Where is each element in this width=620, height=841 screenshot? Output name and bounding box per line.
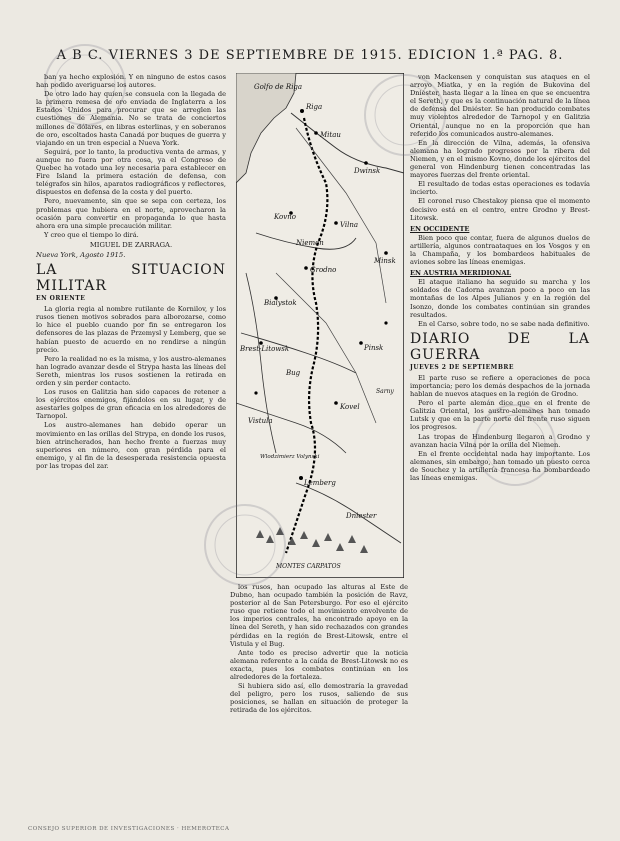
diary-date: JUEVES 2 DE SEPTIEMBRE <box>410 363 514 371</box>
map-label: Minsk <box>374 257 396 265</box>
page-footer: CONSEJO SUPERIOR DE INVESTIGACIONES · HEMEROTECA <box>28 826 230 832</box>
middle-column <box>230 583 408 716</box>
map-label: Bialystok <box>264 299 297 307</box>
map-label: Kovno <box>274 213 296 221</box>
paragraph: Ante todo es preciso advertir que la noticia alemana referente a la caída de Brest-Litowsk no es exacta, pues los combates continúan en los alrededores de la fortaleza. <box>230 648 408 682</box>
map-frame <box>236 73 404 578</box>
map-label: Kovel <box>340 403 360 411</box>
section-subtitle: EN ORIENTE <box>36 295 86 303</box>
paragraph: Si hubiera sido así, ello demostraría la gravedad del peligro, pero los rusos, saliendo de sus posiciones, se hallan en situación de proteger la retirada de los ejércitos. <box>230 682 408 715</box>
paragraph: De otro lado hay quien se consuela con la llegada de la primera remesa de oro enviada de Inglaterra a los Estados Unidos para procurar que se arreglen las cuestiones de Alemania. No se trata de conciertos millones de dólares, en libras esterlinas, y en soberanos de oro, escoltados hasta Canadá por buques de guerra y viajando en un tren especial a Nueva York. <box>36 90 226 147</box>
paragraph: En el frente occidental nada hay importante. Los alemanes, sin embargo, han tomado un puesto cerca de Souchez y la artillería francesa ha bombardeado las líneas enemigas. <box>410 449 590 483</box>
map-label: MONTES CARPATOS <box>276 563 341 570</box>
paragraph: Los rusos en Galitzia han sido capaces de retener a los ejércitos enemigos, fijándolos en su lugar, y de asestarles golpes de gran eficacia en los alrededores de Tarnopol. <box>36 388 226 421</box>
map-label: Riga <box>306 103 323 111</box>
left-column <box>36 73 226 471</box>
section-title: LA SITUACION MILITAR <box>36 262 226 295</box>
map-label: Dniester <box>346 512 377 520</box>
map-label: Vistula <box>248 417 273 425</box>
map-label: Dwinsk <box>354 167 381 175</box>
map-label: Brest-Litowsk <box>240 345 290 353</box>
paragraph: El resultado de todas estas operaciones es todavía incierto. <box>410 180 590 197</box>
section-heading: EN OCCIDENTE <box>410 224 470 233</box>
section-heading: EN AUSTRIA MERIDIONAL <box>410 269 512 278</box>
paragraph: Seguirá, por lo tanto, la productiva venta de armas, y aunque no fuera por otra cosa, ya el Congreso de Quebec ha votado una ley necesaria para establecer en Fire Island la primera estación de defensa, con telégrafos sin hilos, aparatos radiográficos y reflectores, dispuestos en defensa de la costa y del puerto. <box>36 147 226 197</box>
paragraph: En el Carso, sobre todo, no se sabe nada definitivo. <box>418 319 590 328</box>
paragraph: Pero la realidad no es la misma, y los austro-alemanes han logrado avanzar desde el Strypa hasta las líneas del Sereth, mientras los rusos sostienen la retirada en orden y sin perder contacto. <box>36 354 226 387</box>
paragraph: El coronel ruso Chestakoy piensa que el momento decisivo está en el centro, entre Grodno y Brest-Litowsk. <box>410 197 590 222</box>
paragraph: Pero, nuevamente, sin que se sepa con certeza, los problemas que hubiera en el norte, aprovecharon la ocasión para convertir en propaganda lo que hasta ahora era una simple precaución militar. <box>36 197 226 230</box>
war-map <box>236 73 404 578</box>
map-label: Grodno <box>310 266 337 274</box>
paragraph: Los austro-alemanes han debido operar un movimiento en las orillas del Strypa, en donde los rusos, bien atrincherados, han hecho frente a fuerzas muy superiores en número, con gran pérdida para el enemigo, y al fin de la desesperada resistencia opuesta por las tropas del zar. <box>36 421 226 470</box>
map-label: Niemen <box>296 239 324 247</box>
paragraph: los rusos, han ocupado las alturas al Este de Dubno, han ocupado también la posición de Ravz, posterior al de San Petersburgo. Por eso el ejército ruso que retiene todo el movimiento envolvente de los imperios centrales, ha encontrado apoyo en la línea del Sereth, y han sido rechazados con grandes pérdidas en la región de Brest-Litowsk, entre el Vistula y el Bug. <box>230 583 408 648</box>
map-label: Bug <box>286 369 301 377</box>
map-label: Lemberg <box>304 479 336 487</box>
paragraph: ban ya hecho explosión. Y en ninguno de estos casos han podido averiguarse los autores. <box>36 73 226 90</box>
place-date: Nueva York, Agosto 1915. <box>36 250 126 259</box>
paragraph: Y creo que el tiempo lo dirá. <box>44 230 139 239</box>
article-signature: MIGUEL DE ZARRAGA. <box>89 240 173 249</box>
paragraph: Pero el parte alemán dice que en el frente de Galitzia Oriental, los austro-alemanes han tomado Lutsk y que en la parte norte del frente ruso siguen los progresos. <box>410 399 590 432</box>
map-label: Golfo de Riga <box>254 83 303 91</box>
paragraph: Bien poco que contar, fuera de algunos duelos de artillería, algunos contraataques en los Vosgos y en la Champaña, y los bombardeos habituales de aviones sobre las líneas enemigas. <box>410 233 590 267</box>
map-label: Wlodzimierz Volynski <box>260 454 320 460</box>
map-label: Pinsk <box>364 344 384 352</box>
map-label: Sarny <box>376 388 394 395</box>
paragraph: La gloria regia al nombre rutilante de Kornilov, y los rusos tienen motivos sobrados para alborozarse, como lo hice el pueblo cuando por fin se entregaron los defensores de las plazas de Przemysl y Lemberg, que se habían puesto de acuerdo en no rendirse a ningún precio. <box>36 305 226 354</box>
diary-title: DIARIO DE LA GUERRA <box>410 330 590 363</box>
paragraph: von Mackensen y conquistan sus ataques en el arroyo Miatka, y en la región de Bukovina del Dniéster, hasta llegar a la línea en que se encuentra el Sereth, y que es la continuación natural de la línea de defensa del Dniéster. Se han producido combates muy violentos alrededor de Tarnopol y en Galitzia Oriental, aunque no en la proporción que han referido los comunicados austro-alemanes. <box>410 73 590 138</box>
map-svg <box>236 73 404 578</box>
paragraph: En la dirección de Vilna, además, la ofensiva alemana ha logrado progresos por la ribera del Niemen, y en el mismo Kovno, donde los ejércitos del general von Hindenburg tienen concentradas las mayores fuerzas del frente oriental. <box>410 138 590 180</box>
right-column <box>410 73 590 483</box>
paragraph: El ataque italiano ha seguido su marcha y los soldados de Cadorna avanzan poco a poco en las montañas de los Alpes Julianos y en la región del Isonzo, donde los combates continúan sin grandes resultados. <box>410 278 590 319</box>
map-label: Mitau <box>320 131 341 139</box>
map-label: Vilna <box>340 221 359 229</box>
paragraph: Las tropas de Hindenburg llegaron a Grodno y avanzan hacia Vilna por la orilla del Niemen. <box>410 432 590 449</box>
page-header: A B C. VIERNES 3 DE SEPTIEMBRE DE 1915. EDICION 1.ª PAG. 8. <box>56 48 564 63</box>
paragraph: El parte ruso se refiere a operaciones de poca importancia; pero los demás despachos de la jornada hablan de nuevos ataques en la región de Grodno. <box>410 373 590 399</box>
